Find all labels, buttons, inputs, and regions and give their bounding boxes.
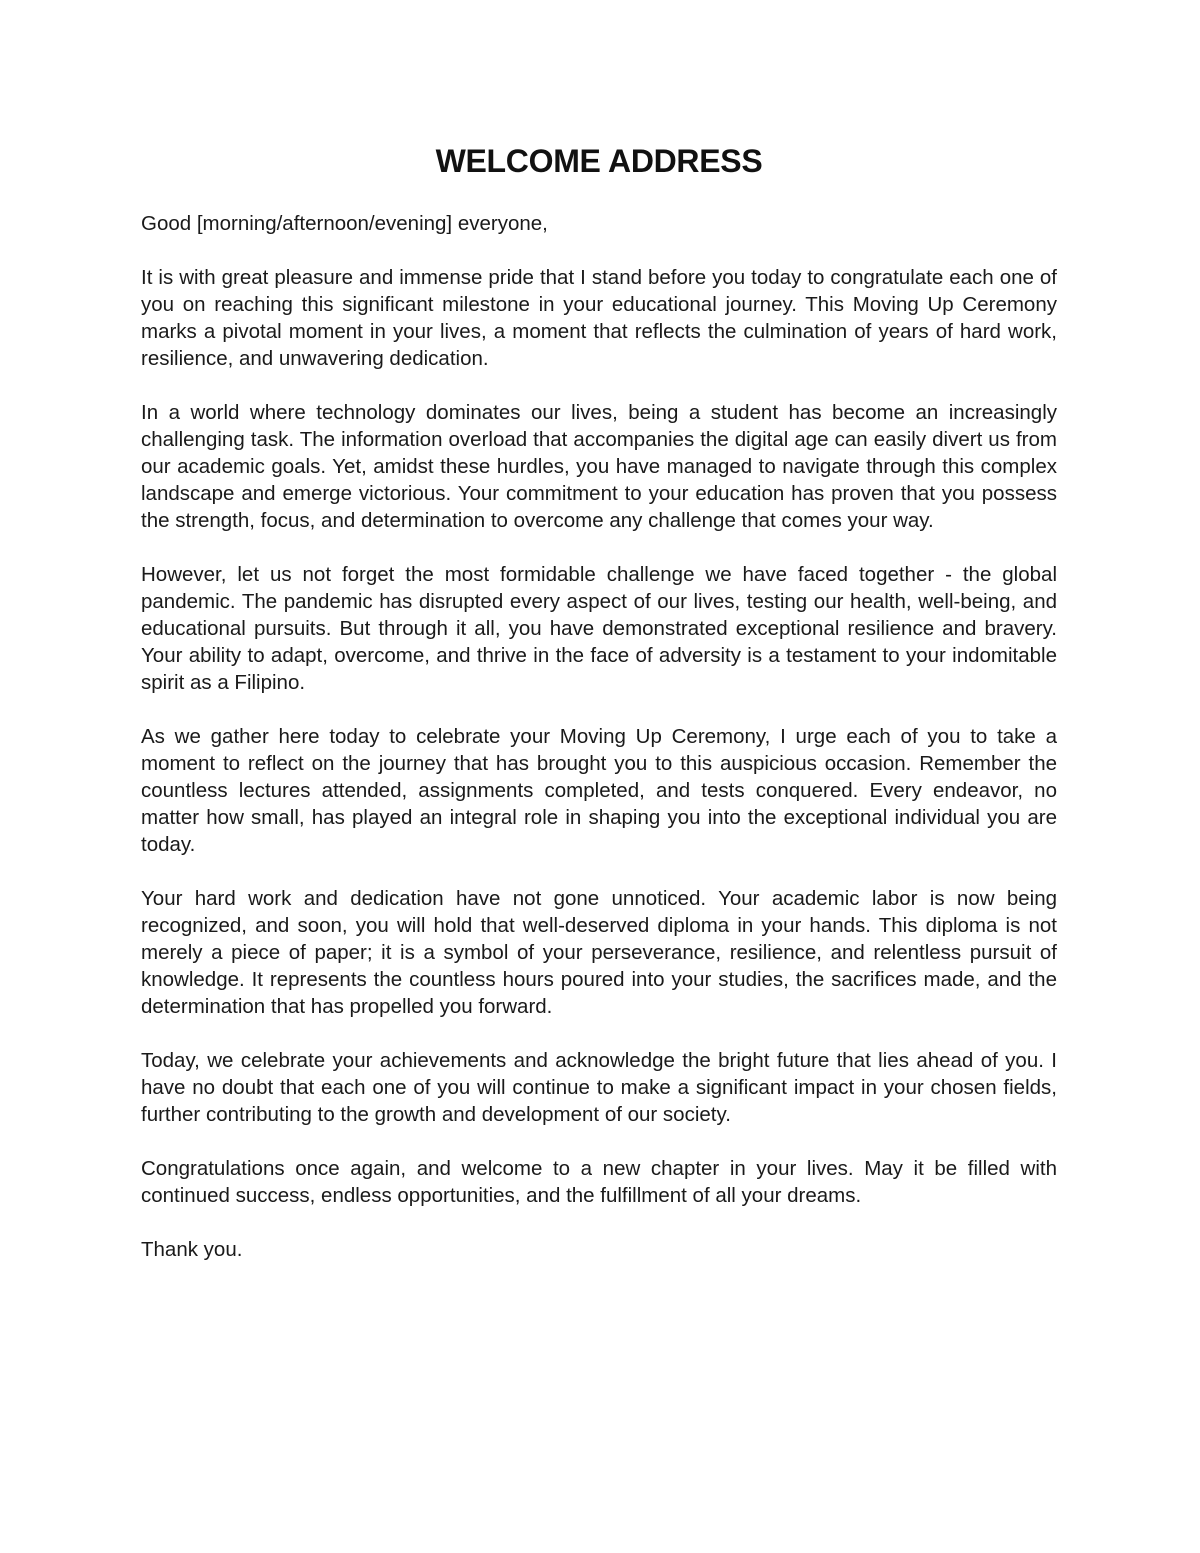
paragraph-future: Today, we celebrate your achievements and acknowledge the bright future that lies ahead of you. I have no doubt that each one of you will continue to make a significant impact in your chosen fields, further contributing to the growth and development of our society. bbox=[141, 1049, 1057, 1126]
document-title: WELCOME ADDRESS bbox=[435, 143, 763, 179]
paragraph-reflection: As we gather here today to celebrate your Moving Up Ceremony, I urge each of you to take a moment to reflect on the journey that has brought you to this auspicious occasion. Remember the countless lectures attended, assignments completed, and tests conquered. Every endeavor, no matter how small, has played an integral role in shaping you into the exceptional individual you are today. bbox=[141, 725, 1057, 856]
closing-line: Thank you. bbox=[141, 1238, 243, 1261]
document-page bbox=[141, 141, 1057, 1263]
paragraph-pandemic: However, let us not forget the most formidable challenge we have faced together - the global pandemic. The pandemic has disrupted every aspect of our lives, testing our health, well-being, and educational pursuits. But through it all, you have demonstrated exceptional resilience and bravery. Your ability to adapt, overcome, and thrive in the face of adversity is a testament to your indomitable spirit as a Filipino. bbox=[141, 563, 1057, 694]
paragraph-final-wishes: Congratulations once again, and welcome to a new chapter in your lives. May it be filled with continued success, endless opportunities, and the fulfillment of all your dreams. bbox=[141, 1157, 1057, 1207]
paragraph-congratulations: It is with great pleasure and immense pride that I stand before you today to congratulate each one of you on reaching this significant milestone in your educational journey. This Moving Up Ceremony marks a pivotal moment in your lives, a moment that reflects the culmination of years of hard work, resilience, and unwavering dedication. bbox=[141, 266, 1057, 370]
paragraph-diploma: Your hard work and dedication have not gone unnoticed. Your academic labor is now being recognized, and soon, you will hold that well-deserved diploma in your hands. This diploma is not merely a piece of paper; it is a symbol of your perseverance, resilience, and relentless pursuit of knowledge. It represents the countless hours poured into your studies, the sacrifices made, and the determination that has propelled you forward. bbox=[141, 887, 1057, 1018]
greeting-line: Good [morning/afternoon/evening] everyone, bbox=[141, 212, 548, 235]
paragraph-technology: In a world where technology dominates our lives, being a student has become an increasingly challenging task. The information overload that accompanies the digital age can easily divert us from our academic goals. Yet, amidst these hurdles, you have managed to navigate through this complex landscape and emerge victorious. Your commitment to your education has proven that you possess the strength, focus, and determination to overcome any challenge that comes your way. bbox=[141, 401, 1057, 532]
